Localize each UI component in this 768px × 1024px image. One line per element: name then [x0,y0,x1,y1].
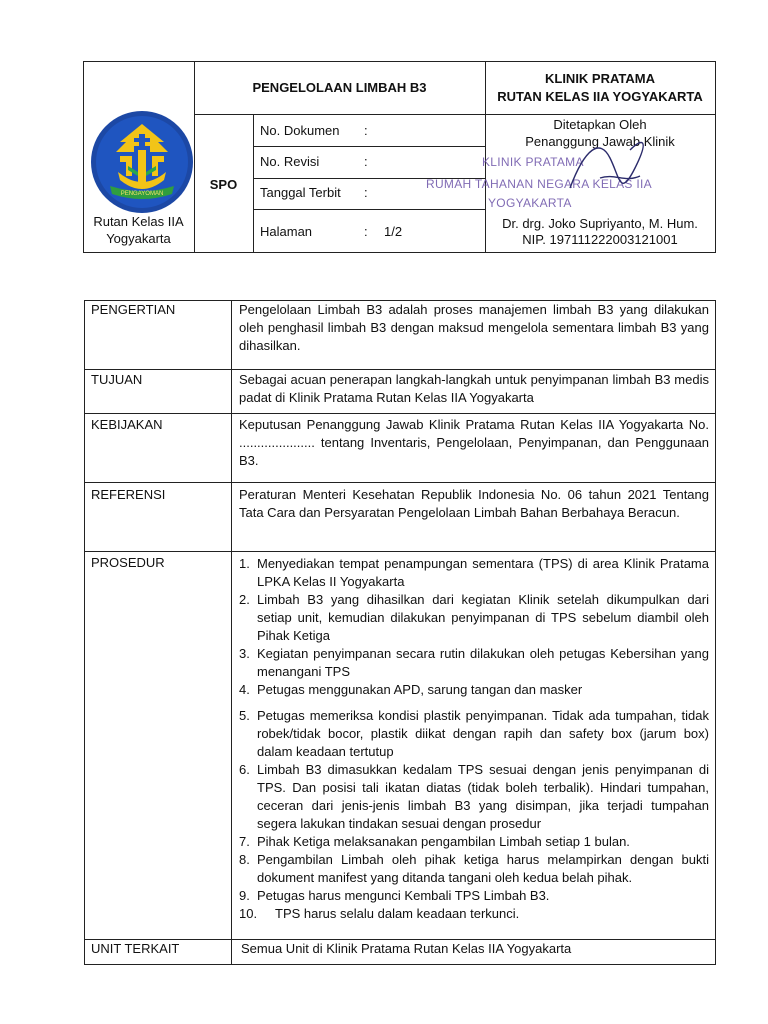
field-tanggal-terbit-label: Tanggal Terbit [260,185,341,200]
section-label-pengertian: PENGERTIAN [91,302,176,317]
logo-banner-text: PENGAYOMAN [120,191,164,197]
approval-title: Ditetapkan Oleh [553,117,647,132]
procedure-step-number: 9. [239,888,250,903]
section-text-referensi: Peraturan Menteri Kesehatan Republik Indonesia No. 06 tahun 2021 Tentang Tata Cara dan Persyaratan Pengelolaan Limbah Bahan Berbahaya Beracun. [239,487,709,520]
approval-role: Penanggung Jawab Klinik [525,134,675,149]
stamp-line-3: YOGYAKARTA [488,196,572,210]
procedure-step-number: 3. [239,646,250,661]
procedure-step-number: 5. [239,708,250,723]
field-no-dokumen-sep: : [364,123,368,138]
logo-caption-sub: Yogyakarta [106,231,171,246]
procedure-step [239,645,709,681]
procedure-step-number: 2. [239,592,250,607]
spo-label: SPO [209,177,238,192]
procedure-step [239,905,709,923]
procedure-step [239,887,709,905]
section-text-kebijakan: Keputusan Penanggung Jawab Klinik Pratama Rutan Kelas IIA Yogyakarta No. ..................... tentang Inventaris, Pengelolaan, Penyimpanan, dan Penggunaan B3. [239,417,709,468]
clinic-subname: RUTAN KELAS IIA YOGYAKARTA [497,89,703,104]
procedure-list [239,555,709,923]
procedure-step-text: Limbah B3 yang dihasilkan dari kegiatan Klinik setelah dikumpulkan dari setiap unit, kemudian dilakukan penyimpanan di TPS sebelum diambil oleh Pihak Ketiga [257,592,709,643]
procedure-step [239,681,709,699]
clinic-name: KLINIK PRATAMA [544,71,655,86]
procedure-step [239,833,709,851]
procedure-step-text: Pengambilan Limbah oleh pihak ketiga harus melampirkan dengan bukti dokument manifest yang ditanda tangani oleh kedua belah pihak. [257,852,709,885]
procedure-step-text: Limbah B3 dimasukkan kedalam TPS sesuai dengan jenis penyimpanan di TPS. Dan posisi tali ikatan diatas (tidak boleh terbalik). Hindari tumpahan, ceceran dari jenis-jenis limbah B3 yang disimpan, jika terjadi tumpahan segera lakukan tindakan sesuai dengan prosedur [257,762,709,831]
procedure-step [239,591,709,645]
section-text-pengertian: Pengelolaan Limbah B3 adalah proses manajemen limbah B3 yang dilakukan oleh penghasil limbah B3 dengan maksud mengelola sementara limbah B3 yang dihasilkan. [239,302,709,353]
procedure-step-number: 10. [239,906,258,921]
procedure-step-number: 1. [239,556,250,571]
field-no-dokumen-label: No. Dokumen [260,123,340,138]
procedure-step [239,707,709,761]
section-text-tujuan: Sebagai acuan penerapan langkah-langkah untuk penyimpanan limbah B3 medis padat di Klinik Pratama Rutan Kelas IIA Yogyakarta [239,372,709,405]
procedure-step-number: 8. [239,852,250,867]
logo-caption: Rutan Kelas IIA [93,214,184,229]
procedure-step-text: Pihak Ketiga melaksanakan pengambilan Limbah setiap 1 bulan. [257,834,630,849]
field-tanggal-terbit-sep: : [364,185,368,200]
procedure-step-number: 4. [239,682,250,697]
document-title: PENGELOLAAN LIMBAH B3 [252,80,427,95]
field-halaman-label: Halaman [260,224,313,239]
field-halaman-sep: : [364,224,368,239]
section-text-unit-terkait: Semua Unit di Klinik Pratama Rutan Kelas IIA Yogyakarta [241,941,572,956]
stamp-line-1: KLINIK PRATAMA [482,155,584,169]
signer-nip: NIP. 197111222003121001 [522,232,678,247]
procedure-step-text: Petugas harus mengunci Kembali TPS Limbah B3. [257,888,550,903]
procedure-step-number: 7. [239,834,250,849]
section-label-prosedur: PROSEDUR [91,555,165,570]
procedure-step-text: Menyediakan tempat penampungan sementara (TPS) di area Klinik Pratama LPKA Kelas II Yogyakarta [257,556,709,589]
field-no-revisi-sep: : [364,154,368,169]
procedure-step [239,851,709,887]
stamp-line-2: RUMAH TAHANAN NEGARA KELAS IIA [426,177,652,191]
pengayoman-logo [90,110,194,214]
signer-name: Dr. drg. Joko Supriyanto, M. Hum. [502,216,698,231]
procedure-step [239,555,709,591]
procedure-step-text: Petugas memeriksa kondisi plastik penyimpanan. Tidak ada tumpahan, tidak robek/tidak bocor, plastik diikat dengan rapih dan safety box (jarum box) dalam keadaan tertutup [257,708,709,759]
pengayoman-emblem-icon [90,110,194,214]
signature-icon [560,128,650,208]
section-label-referensi: REFERENSI [91,487,166,502]
section-label-unit-terkait: UNIT TERKAIT [91,941,180,956]
section-label-kebijakan: KEBIJAKAN [91,417,163,432]
procedure-step-text: Kegiatan penyimpanan secara rutin dilakukan oleh petugas Kebersihan yang menangani TPS [257,646,709,679]
field-halaman-value: 1/2 [384,224,403,239]
field-no-revisi-label: No. Revisi [260,154,320,169]
procedure-step-text: Petugas menggunakan APD, sarung tangan dan masker [257,682,583,697]
procedure-step [239,761,709,833]
section-label-tujuan: TUJUAN [91,372,143,387]
procedure-step-text: TPS harus selalu dalam keadaan terkunci. [275,906,520,921]
procedure-step-number: 6. [239,762,250,777]
